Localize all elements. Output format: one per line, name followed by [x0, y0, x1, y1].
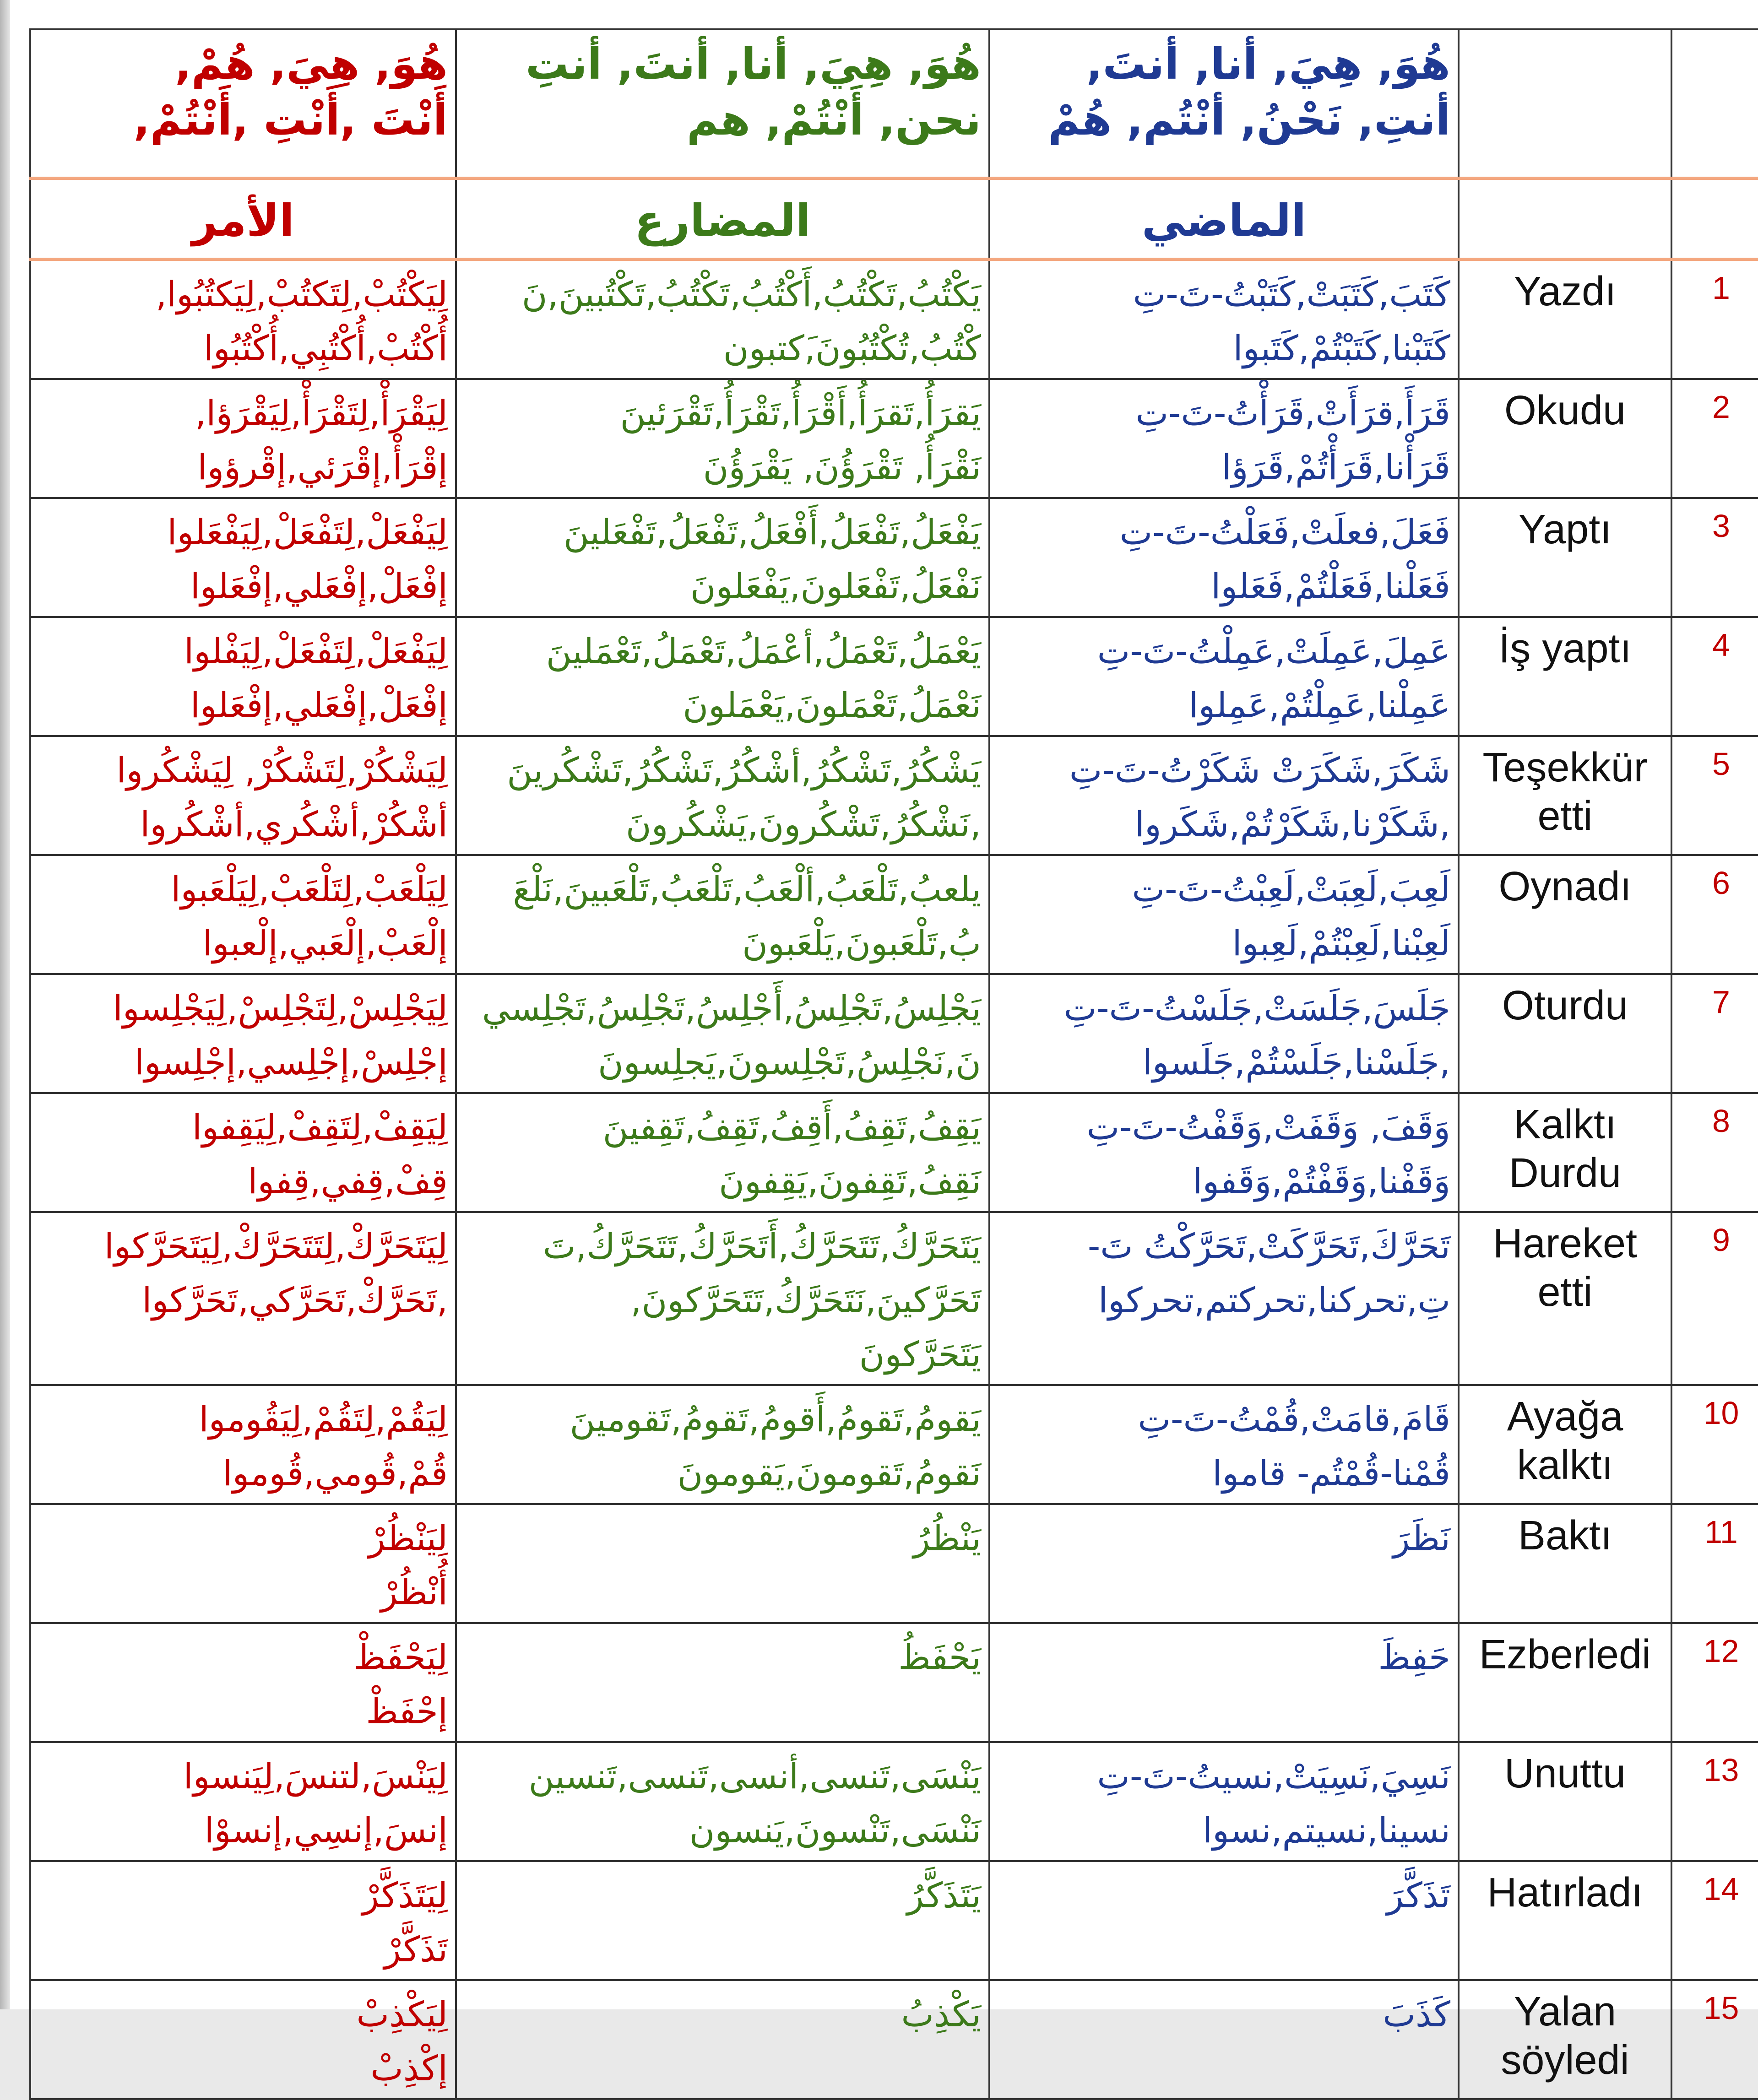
tense-header-row	[30, 179, 1758, 260]
mudari-cell: يَكْذِبُ	[456, 1980, 989, 2099]
mudari-cell: يَشْكُرُ,تَشْكُرُ,أشْكُرُ,تَشْكُرُ,تَشْكُرينَ ,نَشْكُرُ,تَشْكُرونَ,يَشْكُرونَ	[456, 736, 989, 855]
header-pronouns-mudari: هُوَ, هِيَ, أنا, أنتَ, أنتِ نحن, أَنْتُمْ, هم	[456, 29, 989, 179]
madi-cell: فَعَلَ,فعلَتْ,فَعَلْتُ-تَ-تِ فَعَلْنا,فَعَلْتُمْ,فَعَلوا	[989, 498, 1459, 617]
mudari-cell: يَعْمَلُ,تَعْمَلُ,أعْمَلُ,تَعْمَلُ,تَعْمَلينَ نَعْمَلُ,تَعْمَلونَ,يَعْمَلونَ	[456, 617, 989, 736]
mudari-cell: يَقومُ,تَقومُ,أَقومُ,تَقومُ,تَقومينَ نَقومُ,تَقومونَ,يَقومونَ	[456, 1385, 989, 1504]
verb-row	[30, 1385, 1758, 1504]
tense-empty-number	[1671, 179, 1758, 260]
amr-cell: لِيَتَذَكَّرْ تَذَكَّرْ	[30, 1861, 456, 1980]
verb-row	[30, 1093, 1758, 1212]
conjugation-table-body	[30, 29, 1758, 2099]
mudari-cell: يَنْسَى,تَنسى,أنسى,تَنسى,تَنسين نَنْسَى,تَنْسونَ,يَنسون	[456, 1742, 989, 1861]
amr-cell: لِيَنْظُرْ أُنْظُرْ	[30, 1504, 456, 1623]
translation-cell: Ayağa kalktı	[1459, 1385, 1671, 1504]
mudari-cell: يَحْفَظُ	[456, 1623, 989, 1742]
conjugation-table	[29, 28, 1758, 2100]
amr-cell: لِيَنْسَ,لتنسَ,لِيَنسوا إنسَ,إنسِي,إنسوْا	[30, 1742, 456, 1861]
mudari-cell: يَقرَأُ,تَقرَأُ,أَقْرَأُ,تَقْرَأُ,تَقْرَئينَ نَقْرَأُ, تَقْرَؤُنَ, يَقْرَؤُنَ	[456, 379, 989, 498]
verb-row	[30, 498, 1758, 617]
mudari-cell: يَفْعَلُ,تَفْعَلُ,أَفْعَلُ,تَفْعَلُ,تَفْعَلينَ نَفْعَلُ,تَفْعَلونَ,يَفْعَلونَ	[456, 498, 989, 617]
verb-row	[30, 617, 1758, 736]
tense-label-madi: الماضي	[989, 179, 1459, 260]
translation-cell: Unuttu	[1459, 1742, 1671, 1861]
mudari-cell: يلعبُ,تَلْعَبُ,ألْعَبُ,تَلْعَبُ,تَلْعَبينَ,نَلْعَ بُ,تَلْعَبونَ,يَلْعَبونَ	[456, 855, 989, 974]
row-number: 8	[1671, 1093, 1758, 1212]
mudari-cell: يَتَذَكَّرُ	[456, 1861, 989, 1980]
verb-row	[30, 1504, 1758, 1623]
row-number: 11	[1671, 1504, 1758, 1623]
verb-row	[30, 1623, 1758, 1742]
amr-cell: لِيَقِفْ,لِتَقِفْ,لِيَقِفوا قِفْ,قِفي,قِفوا	[30, 1093, 456, 1212]
row-number: 6	[1671, 855, 1758, 974]
translation-cell: Yalan söyledi	[1459, 1980, 1671, 2099]
verb-row	[30, 379, 1758, 498]
mudari-cell: يَتَحَرَّكُ,تَتَحَرَّكُ,أَتَحَرَّكُ,تَتَحَرَّكُ,تَ تَحَرَّكينَ,نَتَحَرَّكُ,تَتَحَرَّكونَ, يَتَحَرَّكونَ	[456, 1212, 989, 1385]
amr-cell: لِيَكْتُبْ,لِتَكتُبْ,لِيَكتُبُوا, أُكْتُبْ,أُكْتُبِي,أُكْتُبُوا	[30, 260, 456, 379]
amr-cell: لِيَفْعَلْ,لِتَفْعَلْ,لِيَفْعَلوا إفْعَلْ,إفْعَلي,إفْعَلوا	[30, 498, 456, 617]
header-empty-translation	[1459, 29, 1671, 179]
page-edge-shadow	[0, 0, 10, 2009]
translation-cell: Oturdu	[1459, 974, 1671, 1093]
amr-cell: لِيَكْذِبْ إكْذِبْ	[30, 1980, 456, 2099]
tense-empty-translation	[1459, 179, 1671, 260]
madi-cell: عَمِلَ,عَمِلَتْ,عَمِلْتُ-تَ-تِ عَمِلْنا,عَمِلْتُمْ,عَمِلوا	[989, 617, 1459, 736]
row-number: 10	[1671, 1385, 1758, 1504]
translation-cell: Oynadı	[1459, 855, 1671, 974]
translation-cell: Hatırladı	[1459, 1861, 1671, 1980]
amr-cell: لِيَفْعَلْ,لِتَفْعَلْ,لِيَفْلوا إفْعَلْ,إفْعَلي,إفْعَلوا	[30, 617, 456, 736]
madi-cell: قَرَأَ,قرَأَتْ,قَرَأْتُ-تَ-تِ قَرَأْنا,قَرَأْتُمْ,قَرَؤا	[989, 379, 1459, 498]
row-number: 13	[1671, 1742, 1758, 1861]
amr-cell: لِيَقْرَأْ,لِتَقْرَأْ,لِيَقْرَؤا, إقْرَأْ,إقْرَئي,إقْرؤوا	[30, 379, 456, 498]
translation-cell: Okudu	[1459, 379, 1671, 498]
amr-cell: لِيَشْكُرْ,لِتَشْكُرْ, لِيَشْكُروا أشْكُرْ,أشْكُري,أشْكُروا	[30, 736, 456, 855]
row-number: 12	[1671, 1623, 1758, 1742]
row-number: 1	[1671, 260, 1758, 379]
row-number: 15	[1671, 1980, 1758, 2099]
verb-row	[30, 260, 1758, 379]
verb-row	[30, 1861, 1758, 1980]
mudari-cell: يَجْلِسُ,تَجْلِسُ,أَجْلِسُ,تَجْلِسُ,تَجْلِسي نَ,نَجْلِسُ,تَجْلِسونَ,يَجلِسونَ	[456, 974, 989, 1093]
madi-cell: وَقَفَ, وَقَفَتْ,وَقَفْتُ-تَ-تِ وَقَفْنا,وَقَفْتُمْ,وَقَفوا	[989, 1093, 1459, 1212]
header-pronouns-madi: هُوَ, هِيَ, أنا, أنتَ, أنتِ, نَحْنُ, أنْتُم, هُمْ	[989, 29, 1459, 179]
mudari-cell: يَنْظُرُ	[456, 1504, 989, 1623]
tense-label-mudari: المضارع	[456, 179, 989, 260]
madi-cell: لَعِبَ,لَعِبَتْ,لَعِبْتُ-تَ-تِ لَعِبْنا,لَعِبْتُمْ,لَعِبوا	[989, 855, 1459, 974]
row-number: 7	[1671, 974, 1758, 1093]
translation-cell: Kalktı Durdu	[1459, 1093, 1671, 1212]
verb-row	[30, 1980, 1758, 2099]
pronoun-header-row	[30, 29, 1758, 179]
translation-cell: Teşekkür etti	[1459, 736, 1671, 855]
madi-cell: شَكَرَ,شَكَرَتْ شَكَرْتُ-تَ-تِ ,شَكَرْنا,شَكَرْتُمْ,شَكَروا	[989, 736, 1459, 855]
madi-cell: تَحَرَّكَ,تَحَرَّكَتْ,تَحَرَّكْتُ تَ- تِ,تحركنا,تحركتم,تحركوا	[989, 1212, 1459, 1385]
row-number: 14	[1671, 1861, 1758, 1980]
madi-cell: حَفِظَ	[989, 1623, 1459, 1742]
header-pronouns-amr: هُوَ, هِيَ, هُمْ, أَنْتَ ,أَنْتِ ,أَنْتُمْ,	[30, 29, 456, 179]
amr-cell: لِيَقُمْ,لِتَقُمْ,لِيَقُوموا قُمْ,قُومي,قُوموا	[30, 1385, 456, 1504]
row-number: 3	[1671, 498, 1758, 617]
amr-cell: لِيَتَحَرَّكْ,لِتَتَحَرَّكْ,لِيَتَحَرَّكوا ,تَحَرَّكْ,تَحَرَّكي,تَحَرَّكوا	[30, 1212, 456, 1385]
amr-cell: لِيَجْلِسْ,لِتَجْلِسْ,لِيَجْلِسوا إجْلِسْ,إجْلِسي,إجْلِسوا	[30, 974, 456, 1093]
madi-cell: تَذَكَّرَ	[989, 1861, 1459, 1980]
header-empty-number	[1671, 29, 1758, 179]
amr-cell: لِيَحْفَظْ إحْفَظْ	[30, 1623, 456, 1742]
madi-cell: كَذَبَ	[989, 1980, 1459, 2099]
translation-cell: İş yaptı	[1459, 617, 1671, 736]
madi-cell: جَلَسَ,جَلَسَتْ,جَلَسْتُ-تَ-تِ ,جَلَسْنا,جَلَسْتُمْ,جَلَسوا	[989, 974, 1459, 1093]
verb-row	[30, 1742, 1758, 1861]
verb-row	[30, 1212, 1758, 1385]
row-number: 2	[1671, 379, 1758, 498]
amr-cell: لِيَلْعَبْ,لِتَلْعَبْ,لِيَلْعَبوا إلْعَبْ,إلْعَبي,إلْعبوا	[30, 855, 456, 974]
translation-cell: Yaptı	[1459, 498, 1671, 617]
mudari-cell: يَقِفُ,تَقِفُ,أَقِفُ,تَقِفُ,تَقِفينَ نَقِفُ,تَقِفونَ,يَقِفونَ	[456, 1093, 989, 1212]
verb-row	[30, 736, 1758, 855]
row-number: 9	[1671, 1212, 1758, 1385]
madi-cell: نَظَرَ	[989, 1504, 1459, 1623]
madi-cell: كَتَبَ,كَتَبَتْ,كَتَبْتُ-تَ-تِ كَتَبْنا,كَتَبْتُمْ,كَتَبوا	[989, 260, 1459, 379]
mudari-cell: يَكْتُبُ,تَكْتُبُ,أَكْتُبُ,تَكْتُبُ,تَكْتُبينَ,نَ كْتُبُ,تُكْتُبُونَ,َكتبون	[456, 260, 989, 379]
verb-row	[30, 855, 1758, 974]
verb-row	[30, 974, 1758, 1093]
madi-cell: قَامَ,قامَتْ,قُمْتُ-تَ-تِ قُمْنا-قُمْتُم- قاموا	[989, 1385, 1459, 1504]
translation-cell: Baktı	[1459, 1504, 1671, 1623]
translation-cell: Hareket etti	[1459, 1212, 1671, 1385]
row-number: 4	[1671, 617, 1758, 736]
translation-cell: Yazdı	[1459, 260, 1671, 379]
tense-label-amr: الأمر	[30, 179, 456, 260]
translation-cell: Ezberledi	[1459, 1623, 1671, 1742]
madi-cell: نَسِيَ,نَسِيَتْ,نسيتُ-تَ-تِ نسينا,نسيتم,نسوا	[989, 1742, 1459, 1861]
row-number: 5	[1671, 736, 1758, 855]
